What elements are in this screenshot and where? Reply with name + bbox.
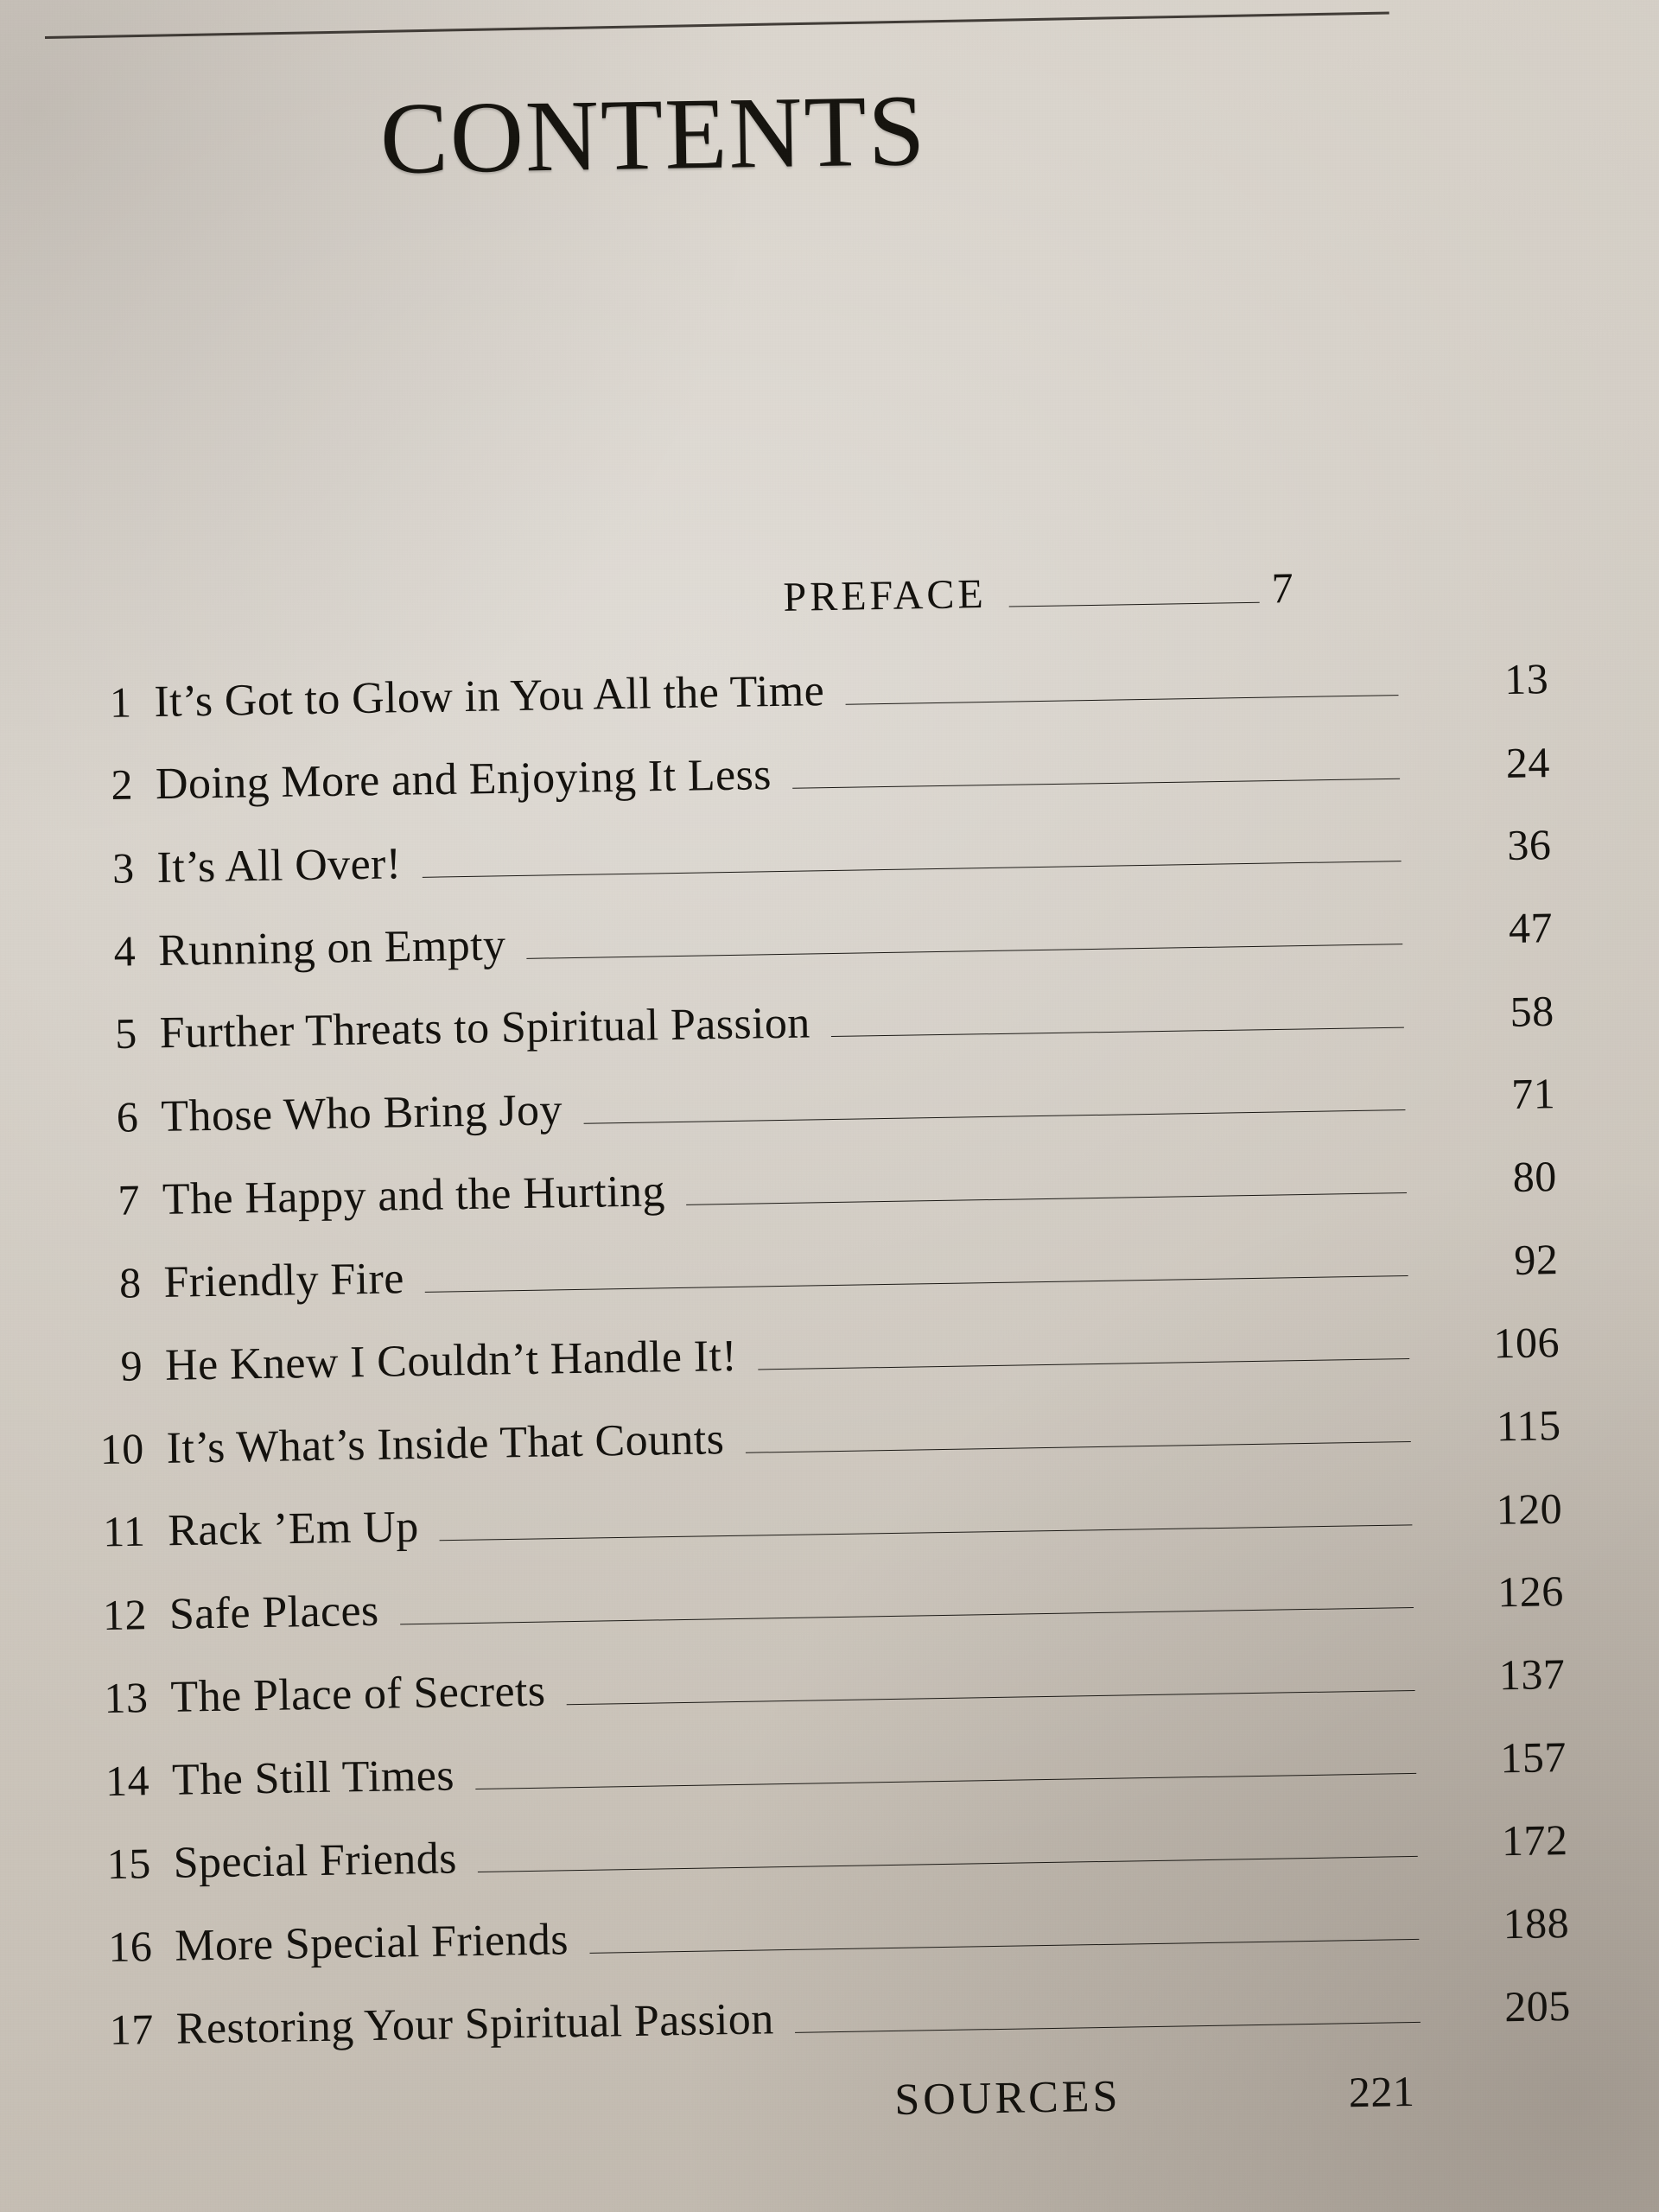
toc-entry-number: 11 (102, 1506, 146, 1556)
toc-entry-number: 12 (102, 1590, 148, 1640)
toc-entry-page: 205 (1503, 1981, 1572, 2031)
leader-rule (1009, 602, 1260, 607)
toc-entry-page: 7 (1271, 563, 1294, 613)
leader-rule (686, 1192, 1407, 1205)
toc-entry-number: 17 (109, 2005, 155, 2055)
leader-rule (795, 2022, 1421, 2033)
leader-rule (478, 1856, 1418, 1872)
toc-entry-number: 6 (116, 1092, 139, 1141)
toc-entry-label: Friendly Fire (163, 1254, 405, 1307)
table-of-contents (0, 556, 1659, 2172)
toc-entry-label: It’s Got to Glow in You All the Time (153, 666, 825, 727)
toc-entry-label: It’s What’s Inside That Counts (166, 1414, 725, 1473)
toc-entry-page: 47 (1508, 903, 1554, 953)
toc-entry-label: Running on Empty (157, 920, 506, 976)
toc-entry-page: 137 (1498, 1649, 1566, 1700)
toc-entry-number: 14 (105, 1756, 150, 1806)
leader-rule (400, 1607, 1414, 1624)
leader-rule (792, 779, 1400, 789)
toc-entry-number: 16 (107, 1922, 153, 1972)
toc-entry-number: 8 (118, 1258, 143, 1307)
toc-entry-label: Special Friends (173, 1834, 458, 1888)
leader-rule (758, 1358, 1409, 1370)
toc-entry-number: 4 (113, 926, 137, 976)
toc-entry-label: Safe Places (168, 1586, 380, 1639)
toc-entry-number: 15 (106, 1839, 152, 1889)
leader-rule (567, 1690, 1415, 1705)
toc-entry-label: The Happy and the Hurting (162, 1166, 666, 1224)
toc-entry-page: 120 (1496, 1484, 1563, 1534)
toc-entry-page: 115 (1496, 1401, 1561, 1451)
page-title: CONTENTS (379, 73, 928, 195)
toc-entry-label: The Still Times (171, 1751, 455, 1805)
toc-entry-page: 36 (1506, 820, 1552, 870)
toc-entry-label: More Special Friends (174, 1915, 569, 1971)
leader-rule (440, 1524, 1413, 1541)
toc-entry-number: 7 (118, 1175, 141, 1224)
toc-entry-page: 188 (1503, 1898, 1570, 1948)
toc-entry-label: Further Threats to Spiritual Passion (159, 998, 811, 1058)
toc-entry-page: 92 (1513, 1235, 1559, 1284)
leader-rule (845, 695, 1398, 705)
leader-rule (746, 1441, 1411, 1453)
header-rule (45, 11, 1389, 39)
toc-entry-number: 1 (109, 677, 132, 727)
toc-entry-label: It’s All Over! (156, 839, 402, 893)
toc-entry-page: 157 (1499, 1732, 1567, 1783)
leader-rule (425, 1275, 1408, 1293)
toc-entry-number: 10 (99, 1424, 145, 1474)
leader-rule (475, 1773, 1416, 1789)
toc-entry-label: He Knew I Couldn’t Handle It! (164, 1331, 738, 1390)
toc-entry-label: The Place of Secrets (170, 1666, 546, 1722)
toc-entry-page: 13 (1503, 654, 1549, 704)
toc-entry-label: Those Who Bring Joy (160, 1085, 563, 1141)
toc-entry-number: 3 (111, 843, 136, 893)
toc-entry-number: 13 (104, 1673, 149, 1723)
toc-entry-page: 24 (1505, 738, 1551, 787)
toc-entry-page: 221 (1348, 2067, 1415, 2117)
toc-entry-label: Doing More and Enjoying It Less (155, 750, 772, 810)
toc-entry-page: 58 (1510, 986, 1555, 1036)
leader-rule (831, 1027, 1404, 1037)
leader-rule (423, 861, 1402, 878)
toc-sources-spacer (26, 2114, 895, 2129)
leader-rule (527, 944, 1403, 959)
toc-entry-number: 9 (120, 1341, 143, 1390)
toc-entry-label: PREFACE (783, 570, 988, 620)
toc-entry-page: 106 (1492, 1318, 1560, 1368)
toc-entry-page: 80 (1512, 1152, 1558, 1201)
toc-preface-spacer (1, 611, 784, 624)
toc-entry-label: Restoring Your Spiritual Passion (175, 1994, 775, 2054)
toc-entry-page: 172 (1501, 1815, 1568, 1866)
toc-entry-number: 5 (114, 1008, 138, 1058)
toc-entry-page: 126 (1497, 1567, 1565, 1617)
toc-entry-number: 2 (111, 760, 134, 809)
leader-rule (583, 1109, 1405, 1124)
toc-entry-page: 71 (1510, 1069, 1556, 1118)
leader-rule (589, 1939, 1419, 1954)
toc-entry-label: SOURCES (893, 2071, 1122, 2125)
toc-entry-label: Rack ’Em Up (167, 1502, 420, 1556)
